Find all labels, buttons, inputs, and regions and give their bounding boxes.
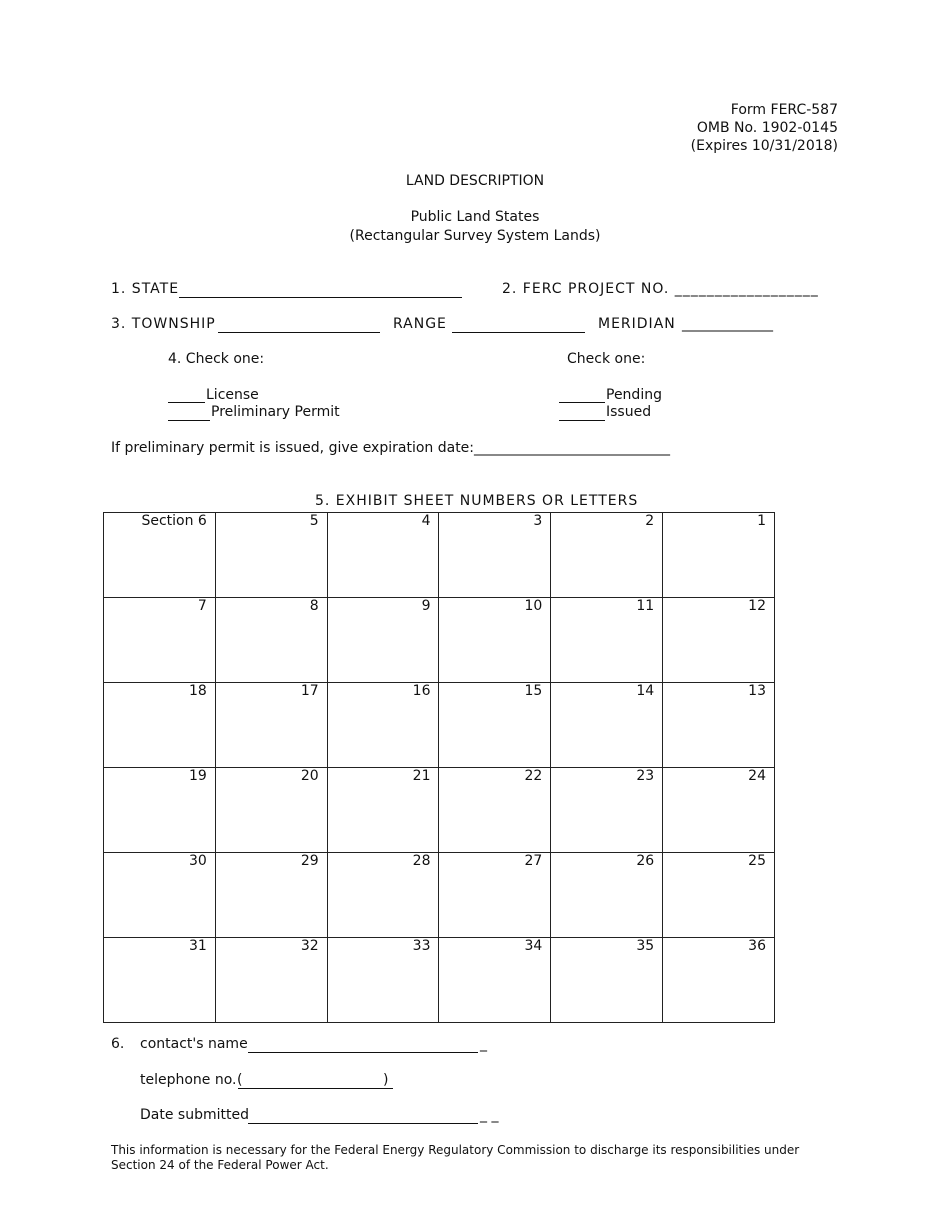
date-submitted-field[interactable] <box>248 1123 478 1124</box>
grid-cell[interactable]: 33 <box>327 938 439 1023</box>
license-checkbox[interactable] <box>168 402 205 403</box>
grid-cell[interactable]: 2 <box>551 513 663 598</box>
grid-cell[interactable]: 5 <box>215 513 327 598</box>
telephone-field[interactable] <box>238 1088 393 1089</box>
grid-cell[interactable]: 12 <box>663 598 775 683</box>
grid-cell[interactable]: 1 <box>663 513 775 598</box>
grid-cell[interactable]: 35 <box>551 938 663 1023</box>
grid-cell[interactable]: 8 <box>215 598 327 683</box>
contact-name-label: contact's name <box>140 1036 248 1052</box>
range-field[interactable] <box>452 332 585 333</box>
license-label: License <box>206 387 259 403</box>
telephone-label: telephone no. <box>140 1072 237 1088</box>
section-six-number: 6. <box>111 1036 125 1052</box>
grid-cell[interactable]: 25 <box>663 853 775 938</box>
ferc-project-field[interactable]: 2. FERC PROJECT NO. __________________ <box>502 281 819 297</box>
grid-cell[interactable]: 15 <box>439 683 551 768</box>
omb-number: OMB No. 1902-0145 <box>696 120 838 136</box>
grid-cell[interactable]: 20 <box>215 768 327 853</box>
grid-cell[interactable]: 34 <box>439 938 551 1023</box>
footer-note <box>111 1143 799 1173</box>
grid-cell[interactable]: 13 <box>663 683 775 768</box>
exhibit-title: 5. EXHIBIT SHEET NUMBERS OR LETTERS <box>315 493 639 509</box>
footer-line: This information is necessary for the Federal Energy Regulatory Commission to discharge its responsibilities under <box>111 1143 800 1157</box>
form-header <box>691 101 838 155</box>
grid-cell[interactable]: 21 <box>327 768 439 853</box>
grid-cell[interactable]: 30 <box>104 853 216 938</box>
state-label: 1. STATE <box>111 281 180 297</box>
grid-cell[interactable]: 24 <box>663 768 775 853</box>
grid-cell[interactable]: 26 <box>551 853 663 938</box>
grid-cell[interactable]: 14 <box>551 683 663 768</box>
issued-checkbox[interactable] <box>559 420 605 421</box>
check-one-status: Check one: <box>567 351 646 367</box>
grid-cell[interactable]: 32 <box>215 938 327 1023</box>
exhibit-sheet-grid <box>103 512 775 1023</box>
pending-checkbox[interactable] <box>559 402 605 403</box>
page-subtitle-detail: (Rectangular Survey System Lands) <box>349 228 601 244</box>
preliminary-permit-checkbox[interactable] <box>168 420 210 421</box>
grid-cell[interactable]: 28 <box>327 853 439 938</box>
grid-cell[interactable]: Section 6 <box>104 513 216 598</box>
pending-label: Pending <box>606 387 662 403</box>
expiration-note: (Expires 10/31/2018) <box>690 138 838 154</box>
grid-cell[interactable]: 23 <box>551 768 663 853</box>
grid-cell[interactable]: 18 <box>104 683 216 768</box>
grid-cell[interactable]: 31 <box>104 938 216 1023</box>
page-title: LAND DESCRIPTION <box>405 173 545 189</box>
grid-cell[interactable]: 36 <box>663 938 775 1023</box>
township-label: 3. TOWNSHIP <box>111 316 216 332</box>
grid-cell[interactable]: 19 <box>104 768 216 853</box>
grid-cell[interactable]: 10 <box>439 598 551 683</box>
expiration-date-field[interactable]: If preliminary permit is issued, give expiration date:____________________________ <box>111 440 671 456</box>
township-field[interactable] <box>218 332 380 333</box>
grid-cell[interactable]: 7 <box>104 598 216 683</box>
page-subtitle: Public Land States <box>410 209 540 225</box>
issued-label: Issued <box>606 404 652 420</box>
state-field[interactable] <box>179 297 462 298</box>
grid-cell[interactable]: 9 <box>327 598 439 683</box>
date-submitted-trail: _ _ <box>480 1107 499 1123</box>
table-row <box>104 853 775 938</box>
table-row <box>104 513 775 598</box>
range-label: RANGE <box>393 316 447 332</box>
telephone-open-paren: ( <box>237 1072 243 1088</box>
telephone-close-paren: ) <box>383 1072 389 1088</box>
grid-cell[interactable]: 29 <box>215 853 327 938</box>
grid-cell[interactable]: 27 <box>439 853 551 938</box>
table-row <box>104 598 775 683</box>
meridian-label: MERIDIAN <box>598 316 676 332</box>
grid-cell[interactable]: 22 <box>439 768 551 853</box>
grid-cell[interactable]: 16 <box>327 683 439 768</box>
contact-name-trail: _ <box>480 1036 487 1052</box>
meridian-field[interactable]: _____________ <box>682 316 773 332</box>
check-one-permit-type: 4. Check one: <box>168 351 265 367</box>
table-row <box>104 683 775 768</box>
preliminary-permit-label: Preliminary Permit <box>211 404 340 420</box>
contact-name-field[interactable] <box>248 1052 478 1053</box>
date-submitted-label: Date submitted <box>140 1107 249 1123</box>
grid-cell[interactable]: 4 <box>327 513 439 598</box>
table-row <box>104 768 775 853</box>
form-number: Form FERC-587 <box>730 102 838 118</box>
table-row <box>104 938 775 1023</box>
grid-cell[interactable]: 3 <box>439 513 551 598</box>
grid-cell[interactable]: 17 <box>215 683 327 768</box>
footer-line: Section 24 of the Federal Power Act. <box>111 1158 329 1172</box>
grid-cell[interactable]: 11 <box>551 598 663 683</box>
